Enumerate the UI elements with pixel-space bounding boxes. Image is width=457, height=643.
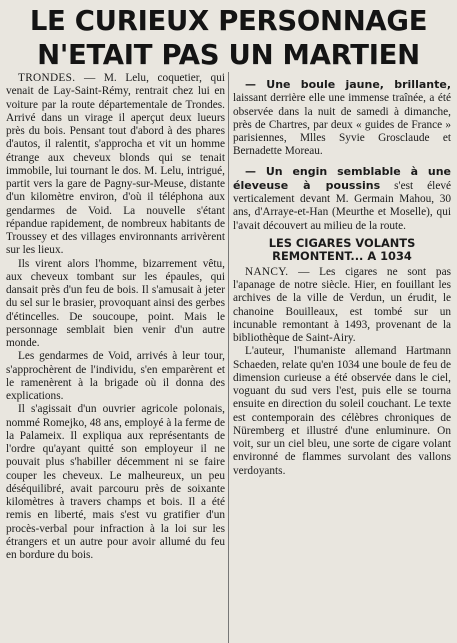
story4-subhead-line-1: LES CIGARES VOLANTS bbox=[268, 235, 416, 250]
story4-paragraph-1 bbox=[233, 266, 451, 346]
headline bbox=[6, 4, 451, 72]
story4-p1-text: — Les cigares ne sont pas l'apanage de notre siècle. Hier, en fouillant les archives de la ville de Verdun, un érudit, le chanoine Bouilleaux, est tombé sur un incunable remontant à 1493, provenant de la bibliothèque de Saint-Airy. bbox=[233, 265, 451, 344]
story1-paragraph-1 bbox=[6, 72, 225, 258]
headline-line-1: LE CURIEUX PERSONNAGE bbox=[29, 5, 428, 37]
left-column bbox=[6, 72, 225, 643]
story4-subhead-line-2: REMONTENT... A 1034 bbox=[272, 248, 412, 263]
story1-p1-text: — M. Lelu, coquetier, qui venait de Lay-Saint-Rémy, rentrait chez lui en voiture par la route départementale de Trondes. Arrivé dans un virage il aperçut deux lueurs près du bois. Pensant tout d'abord à des phares d'autos, il ralentit, s'approcha et vit un homme étrange aux cheveux blonds qui se tenait immobile, lui tournant le dos. M. Lelu, intrigué, partit vers la gare de Pagny-sur-Meuse, distante d'un kilomètre environ, d'où il téléphona aux gendarmes de Void. La nouvelle s'étant répandue rapidement, de nombreux habitants de Troussey et des villages environnants arrivèrent sur les lieux. bbox=[6, 72, 225, 257]
article-columns bbox=[6, 72, 451, 643]
story2-body: laissant derrière elle une immense traînée, a été observée dans la nuit de samedi à dimanche, près de Chartres, par deux « guides de France » parisiennes, Mlles Syvie Grosclaude et Bernadette Moreau. bbox=[233, 92, 451, 158]
story4-subheadline bbox=[233, 237, 451, 263]
story4-dateline: NANCY. bbox=[245, 265, 289, 278]
story2-paragraph bbox=[233, 78, 451, 159]
headline-line-2: N'ETAIT PAS UN MARTIEN bbox=[37, 39, 420, 71]
story1-dateline: TRONDES. bbox=[18, 72, 76, 84]
story4-paragraph-2: L'auteur, l'humaniste allemand Hartmann Schaeden, relate qu'en 1034 une boule de feu de dimension curieuse a été observée dans le ciel, voguant du sud vers l'est, puis elle se tourna ensuite en direction du soleil couchant. Le texte est contemporain des célèbres chroniques de Nüremberg et illustré d'une enluminure. On voit, sur un ciel bleu, une sorte de cigare volant environné de flammes survolant des vallons verdoyants. bbox=[233, 345, 451, 477]
story3-body: s'est élevé verticalement devant M. Germain Mahou, 30 ans, d'Arraye-et-Han (Meurthe et Moselle), qui l'avait découvert au milieu de la route. bbox=[233, 179, 451, 232]
story1-paragraph-3: Les gendarmes de Void, arrivés à leur tour, s'approchèrent de l'individu, s'en emparèrent et le ramenèrent à la brigade où il donna des explications. bbox=[6, 350, 225, 402]
story3-lead: — Un engin semblable à une éleveuse à poussins bbox=[233, 164, 451, 192]
story2-lead: — Une boule jaune, brillante, bbox=[245, 78, 451, 91]
right-column bbox=[233, 72, 451, 643]
column-divider bbox=[228, 72, 229, 643]
story3-paragraph bbox=[233, 165, 451, 233]
story1-paragraph-2: Ils virent alors l'homme, bizarrement vêtu, aux cheveux tombant sur les épaules, qui dansait près d'un feu de bois. Il s'amusait à jeter du sel sur le brasier, provoquant ainsi des gerbes d'étincelles. De soucoupe, point. Mais le personnage semblait bien venir d'un autre monde. bbox=[6, 257, 225, 349]
story1-paragraph-4: Il s'agissait d'un ouvrier agricole polonais, nommé Romejko, 48 ans, employé à la ferme de la Palameix. Il expliqua aux représentants de l'ordre qu'ayant quitté son employeur il ne pouvait plus s'habiller décemment ni se faire couper les cheveux. Le malheureux, un peu déséquilibré, avait parcouru près de soixante kilomètres à travers champs et bois. Il a été remis en liberté, mais s'est vu gratifier d'un procès-verbal pour infraction à la loi sur les étrangers et un autre pour avoir allumé du feu en bordure du bois. bbox=[6, 403, 225, 561]
